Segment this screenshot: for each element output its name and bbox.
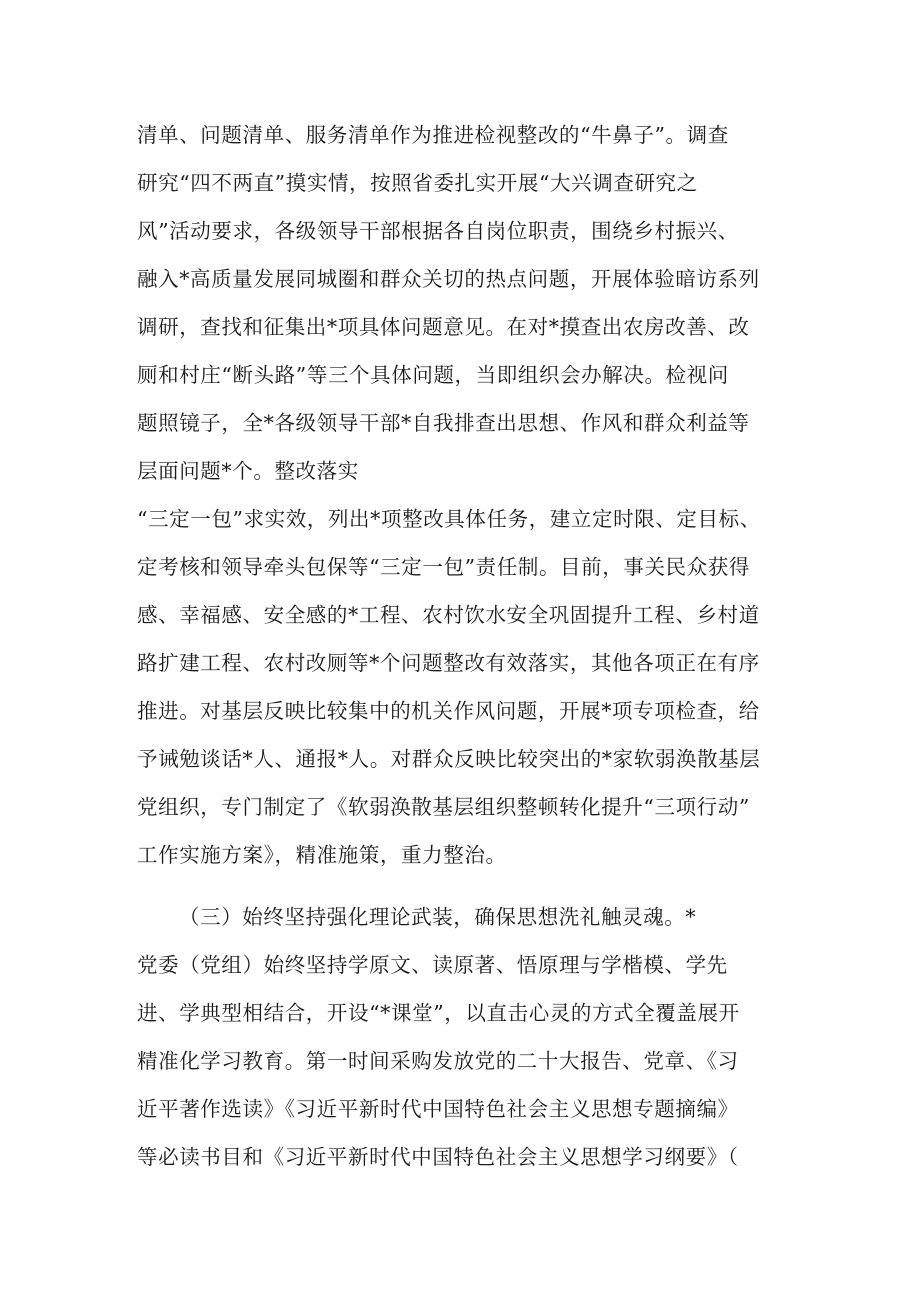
text-line: 进、学典型相结合，开设“*课堂”，以直击心灵的方式全覆盖展开 [137,1001,740,1025]
text-line: 党委（党组）始终坚持学原文、读原著、悟原理与学楷模、学先 [137,953,728,977]
text-line: 层面问题*个。整改落实 [137,459,359,483]
text-line: 路扩建工程、农村改厕等*个问题整改有效落实，其他各项正在有序 [137,651,760,675]
text-line: 等必读书目和《习近平新时代中国特色社会主义思想学习纲要》（ [137,1145,739,1169]
text-line: 厕和村庄“断头路”等三个具体问题，当即组织会办解决。检视问 [137,363,729,387]
text-line: 精准化学习教育。第一时间采购发放党的二十大报告、党章、《习 [137,1049,739,1073]
text-line: 风”活动要求，各级领导干部根据各自岗位职责，围绕乡村振兴、 [137,219,739,243]
text-line: 研究“四不两直”摸实情，按照省委扎实开展“大兴调查研究之 [137,171,698,195]
text-line: 清单、问题清单、服务清单作为推进检视整改的“牛鼻子”。调查 [137,123,729,147]
text-line: 题照镜子，全*各级领导干部*自我排查出思想、作风和群众利益等 [137,411,750,435]
text-line: 定考核和领导牵头包保等“三定一包”责任制。目前，事关民众获得 [137,555,750,579]
text-line: 工作实施方案》，精准施策，重力整治。 [137,843,507,867]
text-line: 调研，查找和征集出*项具体问题意见。在对*摸查出农房改善、改 [137,315,750,339]
text-line: 近平著作选读》《习近平新时代中国特色社会主义思想专题摘编》 [137,1097,739,1121]
text-line: 感、幸福感、安全感的*工程、农村饮水安全巩固提升工程、乡村道 [137,603,760,627]
text-line: 推进。对基层反映比较集中的机关作风问题，开展*项专项检查，给 [137,699,760,723]
text-line: 党组织，专门制定了《软弱涣散基层组织整顿转化提升“三项行动” [137,795,750,819]
text-line: 予诫勉谈话*人、通报*人。对群众反映比较突出的*家软弱涣散基层 [137,747,761,771]
section-heading-line: （三）始终坚持强化理论武装，确保思想洗礼触灵魂。* [179,905,697,929]
text-line: 融入*高质量发展同城圈和群众关切的热点问题，开展体验暗访系列 [137,267,760,291]
text-line: “三定一包”求实效，列出*项整改具体任务，建立定时限、定目标、 [137,507,761,531]
